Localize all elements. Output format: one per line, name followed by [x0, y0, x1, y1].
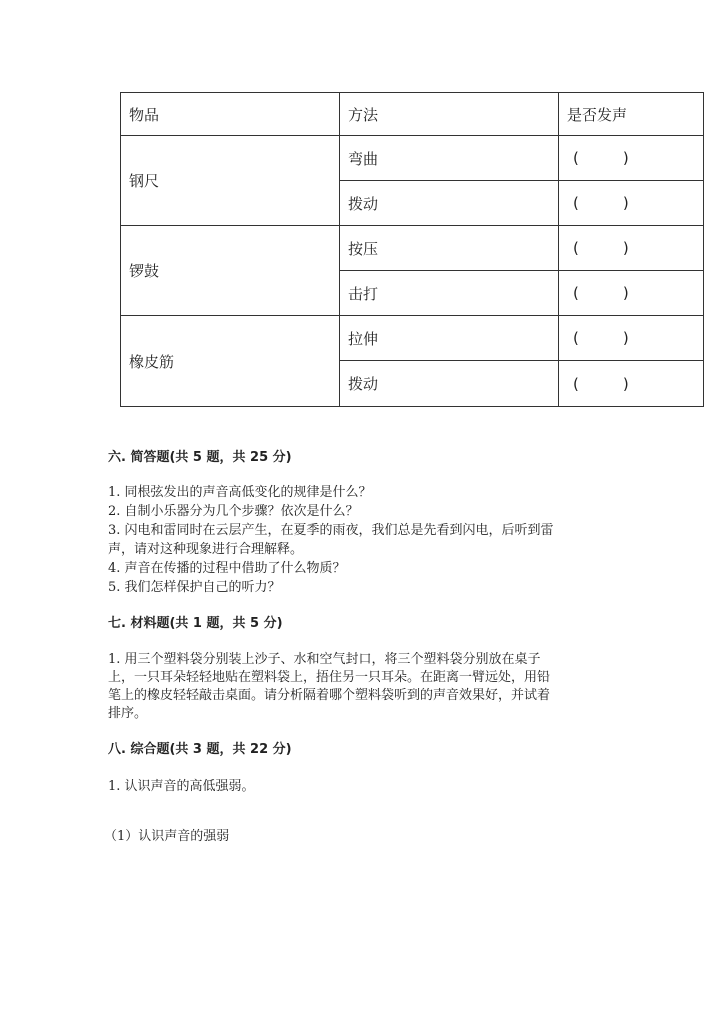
question-line: 声，请对这种现象进行合理解释。: [108, 542, 304, 557]
question-line: 3. 闪电和雷同时在云层产生，在夏季的雨夜，我们总是先看到闪电，后听到雷: [108, 523, 554, 538]
header-item: 物品: [121, 93, 340, 136]
answer-table: [120, 92, 704, 407]
answer-blank[interactable]: ( ): [559, 271, 704, 316]
answer-blank[interactable]: ( ): [559, 361, 704, 407]
material-line: 1. 用三个塑料袋分别装上沙子、水和空气封口，将三个塑料袋分别放在桌子: [108, 652, 541, 667]
section-8-title: 八. 综合题(共 3 题，共 22 分): [108, 742, 292, 757]
material-line: 上，一只耳朵轻轻地贴在塑料袋上，捂住另一只耳朵。在距离一臂远处，用铅: [108, 670, 551, 685]
question-line: 1. 同根弦发出的声音高低变化的规律是什么？: [108, 485, 372, 500]
section-6-title: 六. 简答题(共 5 题，共 25 分): [108, 450, 292, 465]
item-cell: 锣鼓: [121, 226, 340, 316]
section-7-title: 七. 材料题(共 1 题，共 5 分): [108, 616, 283, 631]
sub-question: （1）认识声音的强弱: [104, 829, 230, 844]
answer-blank[interactable]: ( ): [559, 226, 704, 271]
question-line: 5. 我们怎样保护自己的听力？: [108, 580, 281, 595]
question-line: 2. 自制小乐器分为几个步骤？依次是什么？: [108, 504, 359, 519]
item-cell: 橡皮筋: [121, 316, 340, 407]
answer-blank[interactable]: ( ): [559, 316, 704, 361]
answer-blank[interactable]: ( ): [559, 136, 704, 181]
header-method: 方法: [340, 93, 559, 136]
method-cell: 拨动: [340, 361, 559, 407]
method-cell: 击打: [340, 271, 559, 316]
question-line: 1. 认识声音的高低强弱。: [108, 779, 255, 794]
method-cell: 拉伸: [340, 316, 559, 361]
answer-blank[interactable]: ( ): [559, 181, 704, 226]
method-cell: 弯曲: [340, 136, 559, 181]
material-line: 笔上的橡皮轻轻敲击桌面。请分析隔着哪个塑料袋听到的声音效果好，并试着: [108, 688, 551, 703]
material-line: 排序。: [108, 706, 148, 721]
question-line: 4. 声音在传播的过程中借助了什么物质？: [108, 561, 346, 576]
item-cell: 钢尺: [121, 136, 340, 226]
method-cell: 按压: [340, 226, 559, 271]
method-cell: 拨动: [340, 181, 559, 226]
header-sound: 是否发声: [559, 93, 704, 136]
